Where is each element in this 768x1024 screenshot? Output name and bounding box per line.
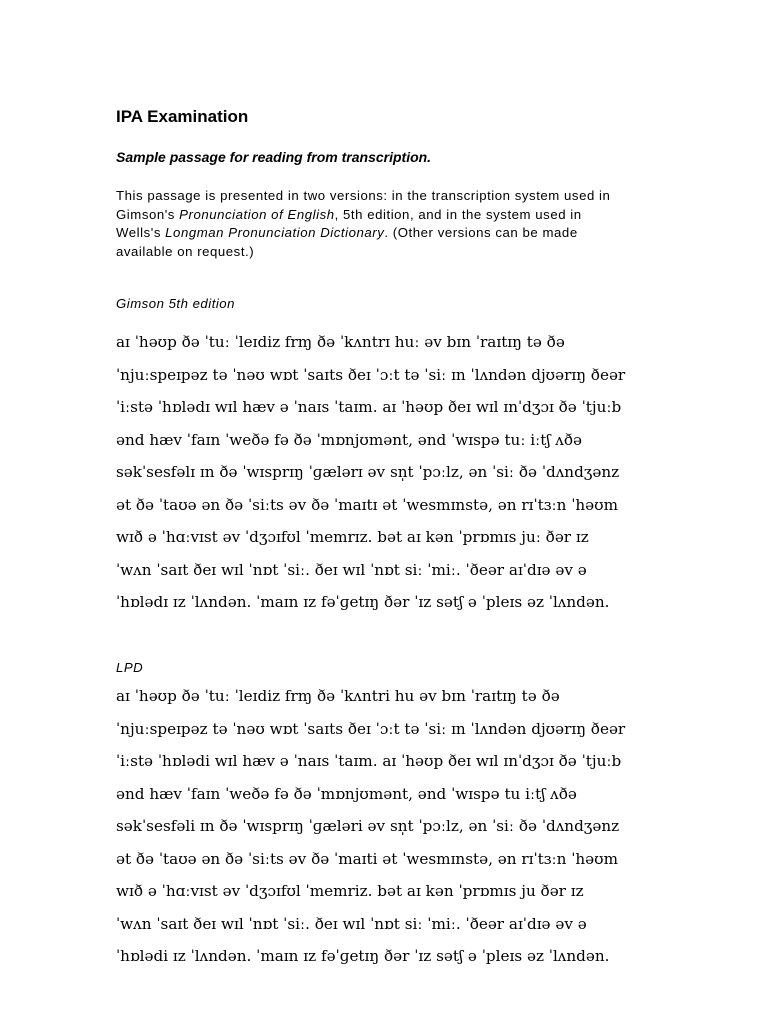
transcription-line: ənd hæv ˈfaɪn ˈweðə fə ðə ˈmɒnjʊmənt, ənd ˈwɪspə tu iːtʃ ʌðə — [116, 784, 577, 803]
intro-text: Gimson's — [116, 206, 180, 222]
intro-text: This passage is presented in two versions: in the transcription system used in — [116, 188, 611, 203]
transcription-line: ˈhɒlədi ɪz ˈlʌndən. ˈmaɪn ɪz fəˈɡetɪŋ ðər ˈɪz sətʃ ə ˈpleɪs əz ˈlʌndən. — [116, 947, 610, 965]
transcription-line: ˈwʌn ˈsaɪt ðeɪ wɪl ˈnɒt ˈsiː. ðeɪ wɪl ˈnɒt siː ˈmiː. ˈðeər aɪˈdɪə əv ə — [116, 560, 587, 579]
transcription-line: wɪð ə ˈhɑːvɪst əv ˈdʒɔɪfʊl ˈmemrɪz. bət aɪ kən ˈprɒmɪs juː ðər ɪz — [116, 528, 589, 546]
intro-text: . (Other versions can be made — [384, 225, 578, 240]
transcription-line: aɪ ˈhəʊp ðə ˈtuː ˈleɪdiz frɱ ðə ˈkʌntri hu əv bɪn ˈraɪtɪŋ tə ðə — [116, 687, 560, 705]
page-title: IPA Examination — [116, 107, 249, 126]
transcription-gimson — [116, 326, 656, 619]
intro-line — [116, 224, 676, 243]
intro-text: , 5th edition, and in the system used in — [334, 206, 582, 222]
intro-text: available on request.) — [116, 243, 255, 259]
transcription-line: səkˈsesfəlɪ ɪn ðə ˈwɪsprɪŋ ˈɡælərɪ əv sn̩t ˈpɔːlz, ən ˈsiː ðə ˈdʌndʒənz — [116, 463, 620, 481]
intro-line — [116, 243, 676, 262]
transcription-line: ˈwʌn ˈsaɪt ðeɪ wɪl ˈnɒt ˈsiː. ðeɪ wɪl ˈnɒt siː ˈmiː. ˈðeər aɪˈdɪə əv ə — [116, 914, 587, 933]
subtitle: Sample passage for reading from transcription. — [116, 149, 432, 165]
transcription-line: səkˈsesfəli ɪn ðə ˈwɪsprɪŋ ˈɡæləri əv sn̩t ˈpɔːlz, ən ˈsiː ðə ˈdʌndʒənz — [116, 817, 620, 835]
intro-line — [116, 206, 676, 225]
transcription-line: ˈhɒlədɪ ɪz ˈlʌndən. ˈmaɪn ɪz fəˈɡetɪŋ ðər ˈɪz sətʃ ə ˈpleɪs əz ˈlʌndən. — [116, 593, 610, 611]
intro-text: Wells's — [116, 225, 166, 240]
section-label-gimson: Gimson 5th edition — [116, 296, 235, 311]
transcription-line: ˈnjuːspeɪpəz tə ˈnəʊ wɒt ˈsaɪts ðeɪ ˈɔːt tə ˈsiː ɪn ˈlʌndən djʊərɪŋ ðeər — [116, 719, 626, 738]
book-title-pronunciation: Pronunciation of English — [179, 206, 335, 222]
transcription-line: ˈiːstə ˈhɒlədi wɪl hæv ə ˈnaɪs ˈtaɪm. aɪ ˈhəʊp ðeɪ wɪl ɪnˈdʒɔɪ ðə ˈtjuːb — [116, 752, 622, 770]
transcription-line: ət ðə ˈtaʊə ən ðə ˈsiːts əv ðə ˈmaɪti ət ˈwesmɪnstə, ən rɪˈtɜːn ˈhəʊm — [116, 849, 618, 868]
transcription-line: ˈiːstə ˈhɒlədɪ wɪl hæv ə ˈnaɪs ˈtaɪm. aɪ ˈhəʊp ðeɪ wɪl ɪnˈdʒɔɪ ðə ˈtjuːb — [116, 398, 622, 416]
transcription-line: wɪð ə ˈhɑːvɪst əv ˈdʒɔɪfʊl ˈmemriz. bət aɪ kən ˈprɒmɪs ju ðər ɪz — [116, 882, 584, 900]
intro-paragraph — [116, 187, 676, 261]
transcription-line: aɪ ˈhəʊp ðə ˈtuː ˈleɪdiz frɱ ðə ˈkʌntrɪ huː əv bɪn ˈraɪtɪŋ tə ðə — [116, 333, 565, 351]
transcription-line: ət ðə ˈtaʊə ən ðə ˈsiːts əv ðə ˈmaɪtɪ ət ˈwesmɪnstə, ən rɪˈtɜːn ˈhəʊm — [116, 495, 618, 514]
section-label-lpd: LPD — [116, 660, 144, 675]
transcription-line: ˈnjuːspeɪpəz tə ˈnəʊ wɒt ˈsaɪts ðeɪ ˈɔːt tə ˈsiː ɪn ˈlʌndən djʊərɪŋ ðeər — [116, 365, 626, 384]
book-title-lpd: Longman Pronunciation Dictionary — [165, 225, 385, 240]
transcription-lpd — [116, 680, 656, 973]
transcription-line: ənd hæv ˈfaɪn ˈweðə fə ðə ˈmɒnjʊmənt, ənd ˈwɪspə tuː iːtʃ ʌðə — [116, 430, 583, 449]
intro-line — [116, 187, 676, 206]
